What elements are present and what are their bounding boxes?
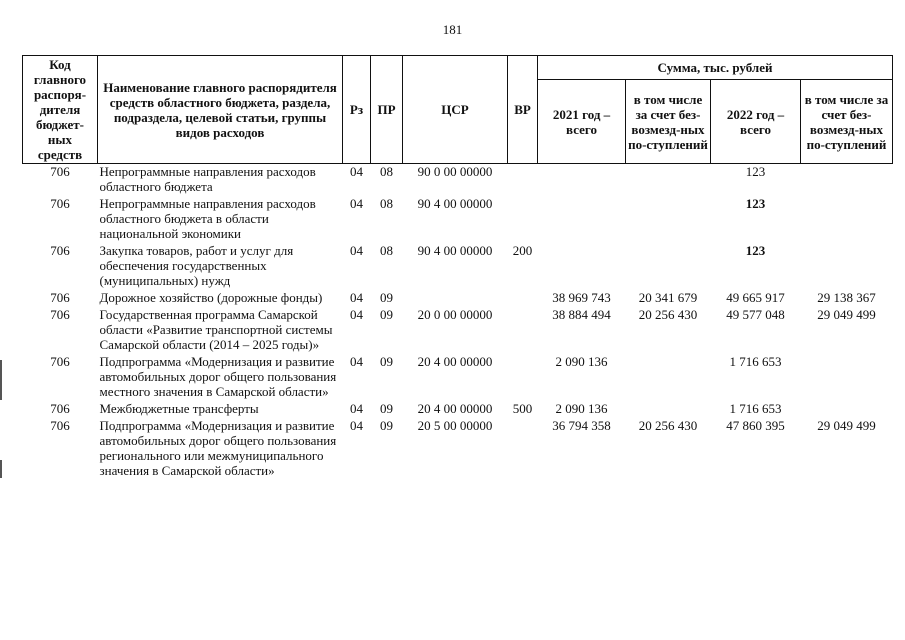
row-pr: 09 <box>380 290 393 305</box>
row-code: 706 <box>50 307 70 322</box>
table-row <box>23 354 893 401</box>
scan-artifact <box>0 360 2 400</box>
row-2021-total: 2 090 136 <box>555 354 608 369</box>
row-rz: 04 <box>350 243 363 258</box>
header-sum-group: Сумма, тыс. рублей <box>538 56 893 80</box>
row-2022-grants <box>801 401 893 418</box>
row-csr: 20 5 00 00000 <box>417 418 493 433</box>
row-vr <box>508 354 538 401</box>
row-vr <box>508 290 538 307</box>
row-name: Закупка товаров, работ и услуг для обеспечения государственных (муниципальных) нужд <box>99 243 294 288</box>
row-pr: 09 <box>380 401 393 416</box>
row-pr: 08 <box>380 196 393 211</box>
row-2022-grants <box>801 243 893 290</box>
table-header <box>23 56 893 164</box>
row-csr: 90 4 00 00000 <box>417 196 493 211</box>
row-csr: 20 4 00 00000 <box>417 354 493 369</box>
row-2022-total: 123 <box>745 243 766 258</box>
page-number: 181 <box>442 22 463 37</box>
row-2021-grants: 20 341 679 <box>638 290 698 305</box>
table-body <box>23 164 893 481</box>
row-2022-grants <box>801 164 893 197</box>
row-rz: 04 <box>350 401 363 416</box>
row-2021-total <box>538 243 626 290</box>
header-pr: ПР <box>371 56 403 164</box>
row-2022-total: 1 716 653 <box>729 354 782 369</box>
row-2021-grants: 20 256 430 <box>638 418 698 433</box>
row-2022-grants <box>801 354 893 401</box>
row-rz: 04 <box>350 354 363 369</box>
row-csr: 20 4 00 00000 <box>417 401 493 416</box>
row-code: 706 <box>50 290 70 305</box>
row-2021-grants <box>626 354 711 401</box>
row-2021-grants <box>626 196 711 243</box>
row-2021-grants: 20 256 430 <box>638 307 698 322</box>
table-row <box>23 243 893 290</box>
row-vr <box>508 164 538 197</box>
row-pr: 09 <box>380 354 393 369</box>
row-code: 706 <box>50 418 70 433</box>
row-code: 706 <box>50 196 70 211</box>
row-csr: 20 0 00 00000 <box>417 307 493 322</box>
table-row <box>23 196 893 243</box>
row-2022-total: 49 577 048 <box>726 307 785 322</box>
row-pr: 09 <box>380 418 393 433</box>
row-vr <box>508 196 538 243</box>
table-row <box>23 418 893 480</box>
header-csr: ЦСР <box>403 56 508 164</box>
header-2021-total: 2021 год – всего <box>538 80 626 164</box>
row-name: Подпрограмма «Модернизация и развитие автомобильных дорог общего пользования регионального или межмуниципального значения в Самарской области» <box>99 418 337 478</box>
table-row <box>23 307 893 354</box>
header-vr: ВР <box>508 56 538 164</box>
row-rz: 04 <box>350 307 363 322</box>
row-name: Непрограммные направления расходов областного бюджета в области национальной экономики <box>99 196 316 241</box>
row-name: Межбюджетные трансферты <box>99 401 259 416</box>
row-rz: 04 <box>350 196 363 211</box>
table-row <box>23 290 893 307</box>
row-2021-grants <box>626 243 711 290</box>
row-vr <box>508 307 538 354</box>
row-code: 706 <box>50 164 70 179</box>
table-row <box>23 401 893 418</box>
row-csr: 90 4 00 00000 <box>417 243 493 258</box>
row-code: 706 <box>50 354 70 369</box>
row-2021-total <box>538 196 626 243</box>
row-vr: 200 <box>512 243 533 258</box>
row-2021-total: 38 969 743 <box>552 290 611 305</box>
row-rz: 04 <box>350 290 363 305</box>
row-2021-total: 38 884 494 <box>552 307 611 322</box>
row-2022-grants: 29 138 367 <box>817 290 876 305</box>
budget-table <box>22 55 893 480</box>
row-pr: 08 <box>380 243 393 258</box>
row-2022-grants <box>801 196 893 243</box>
row-vr: 500 <box>512 401 533 416</box>
table-row <box>23 164 893 197</box>
row-2022-total: 123 <box>745 164 766 179</box>
header-2022-grants: в том числе за счет без-возмезд-ных по-ступлений <box>801 80 893 164</box>
row-2021-total: 2 090 136 <box>555 401 608 416</box>
header-2022-total: 2022 год – всего <box>711 80 801 164</box>
row-name: Непрограммные направления расходов областного бюджета <box>99 164 316 194</box>
row-code: 706 <box>50 243 70 258</box>
row-csr <box>403 290 508 307</box>
row-2022-total: 49 665 917 <box>726 290 785 305</box>
row-name: Государственная программа Самарской области «Развитие транспортной системы Самарской области (2014 – 2025 годы)» <box>99 307 333 352</box>
row-2022-grants: 29 049 499 <box>817 418 876 433</box>
row-2022-total: 47 860 395 <box>726 418 785 433</box>
scan-artifact <box>0 460 2 478</box>
row-2022-total: 123 <box>745 196 766 211</box>
row-2021-total: 36 794 358 <box>552 418 611 433</box>
row-rz: 04 <box>350 164 363 179</box>
row-pr: 08 <box>380 164 393 179</box>
header-2021-grants: в том числе за счет без-возмезд-ных по-ступлений <box>626 80 711 164</box>
row-name: Дорожное хозяйство (дорожные фонды) <box>99 290 323 305</box>
row-2022-total: 1 716 653 <box>729 401 782 416</box>
row-code: 706 <box>50 401 70 416</box>
row-rz: 04 <box>350 418 363 433</box>
row-csr: 90 0 00 00000 <box>417 164 493 179</box>
header-name: Наименование главного распорядителя средств областного бюджета, раздела, подраздела, целевой статьи, группы видов расходов <box>98 56 343 164</box>
row-2022-grants: 29 049 499 <box>817 307 876 322</box>
row-2021-total <box>538 164 626 197</box>
row-2021-grants <box>626 164 711 197</box>
row-vr <box>508 418 538 480</box>
header-code: Код главного распоря-дителя бюджет-ных средств <box>23 56 98 164</box>
header-rz: Рз <box>343 56 371 164</box>
row-pr: 09 <box>380 307 393 322</box>
row-2021-grants <box>626 401 711 418</box>
row-name: Подпрограмма «Модернизация и развитие автомобильных дорог общего пользования местного значения в Самарской области» <box>99 354 337 399</box>
